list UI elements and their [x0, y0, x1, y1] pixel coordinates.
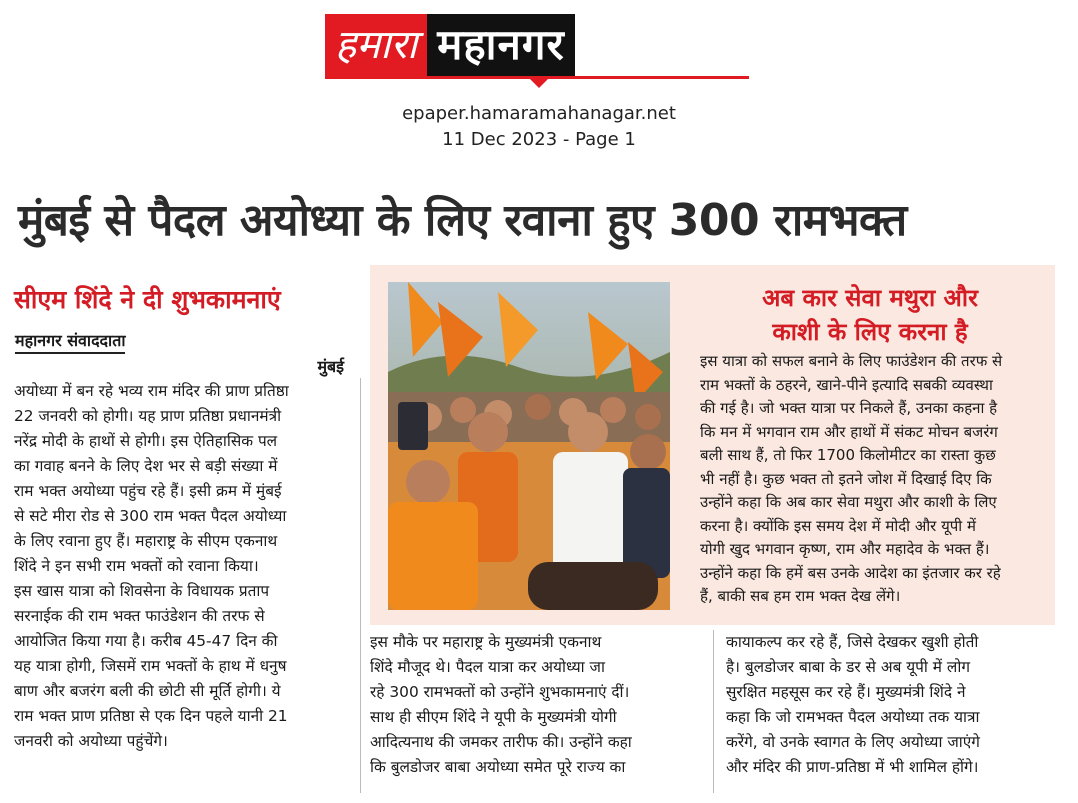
text-line: राम भक्त अयोध्या पहुंच रहे हैं। इसी क्रम में मुंबई: [14, 482, 282, 500]
text-line: का गवाह बनने के लिए देश भर से बड़ी संख्या में: [14, 457, 278, 475]
text-line: 22 जनवरी को होगी। यह प्राण प्रतिष्ठा प्रधानमंत्री: [14, 407, 282, 425]
news-photo: [388, 282, 670, 610]
masthead-part2: महानगर: [427, 14, 574, 76]
text-line: है। बुलडोजर बाबा के डर से अब यूपी में लोग: [726, 658, 970, 676]
sidebar-heading-line: काशी के लिए करना है: [772, 318, 968, 346]
text-line: की गई है। जो भक्त यात्रा पर निकले हैं, उनका कहना है: [700, 399, 998, 417]
article-subheadline: सीएम शिंदे ने दी शुभकामनाएं: [14, 285, 281, 314]
text-line: शिंदे मौजूद थे। पैदल यात्रा कर अयोध्या जा: [370, 658, 605, 676]
text-line: और मंदिर की प्राण-प्रतिष्ठा में भी शामिल होंगे।: [726, 758, 979, 776]
masthead-part1: हमारा: [325, 14, 427, 76]
text-line: यह यात्रा होगी, जिसमें राम भक्तों के हाथ में धनुष: [14, 657, 287, 675]
article-column-1: [14, 379, 351, 754]
text-line: कि बुलडोजर बाबा अयोध्या समेत पूरे राज्य का: [370, 758, 626, 776]
text-line: साथ ही सीएम शिंदे ने यूपी के मुख्यमंत्री योगी: [370, 708, 617, 726]
text-line: उन्होंने कहा कि अब कार सेवा मथुरा और काशी के लिए: [700, 493, 997, 511]
text-line: रहे 300 रामभक्तों को उन्होंने शुभकामनाएं दीं।: [370, 683, 630, 701]
text-line: राम भक्त प्राण प्रतिष्ठा से एक दिन पहले यानी 21: [14, 707, 288, 725]
text-line: कि मन में भगवान राम और हाथों में संकट मोचन बजरंग: [700, 422, 998, 441]
text-line: करना है। क्योंकि इस समय देश में मोदी और यूपी में: [700, 516, 976, 535]
sidebar-text: [700, 350, 1048, 609]
text-line: कहा कि जो रामभक्त पैदल अयोध्या तक यात्रा: [726, 708, 980, 726]
article-column-2: [370, 630, 698, 780]
text-line: राम भक्तों के ठहरने, खाने-पीने इत्यादि सबकी व्यवस्था: [700, 375, 993, 394]
text-line: भी नहीं है। कुछ भक्त तो इतने जोश में दिखाई दिए कि: [700, 469, 992, 488]
column-divider: [360, 378, 361, 793]
article-byline: महानगर संवाददाता: [15, 329, 125, 354]
text-line: सुरक्षित महसूस कर रहे हैं। मुख्यमंत्री शिंदे ने: [726, 683, 966, 701]
text-line: हैं, बाकी सब हम राम भक्त देख लेंगे।: [700, 587, 901, 605]
text-line: अयोध्या में बन रहे भव्य राम मंदिर की प्राण प्रतिष्ठा: [14, 382, 289, 400]
text-line: नरेंद्र मोदी के हाथों से होगी। इस ऐतिहासिक पल: [14, 432, 278, 450]
article-column-3: [726, 630, 1058, 780]
text-line: इस मौके पर महाराष्ट्र के मुख्यमंत्री एकनाथ: [370, 633, 602, 651]
text-line: के लिए रवाना हुए हैं। महाराष्ट्र के सीएम एकनाथ: [14, 532, 278, 550]
article-dateline: मुंबई: [317, 357, 344, 376]
text-line: आयोजित किया गया है। करीब 45-47 दिन की: [14, 632, 278, 650]
text-line: जनवरी को अयोध्या पहुंचेंगे।: [14, 732, 168, 750]
text-line: योगी खुद भगवान कृष्ण, राम और महादेव के भक्त हैं।: [700, 540, 990, 558]
sidebar-heading-line: अब कार सेवा मथुरा और: [762, 284, 978, 312]
sidebar-heading: [695, 281, 1045, 349]
article-headline: मुंबई से पैदल अयोध्या के लिए रवाना हुए 300 रामभक्त: [18, 195, 907, 246]
text-line: उन्होंने कहा कि हमें बस उनके आदेश का इंतजार कर रहे: [700, 563, 1001, 582]
text-line: बाण और बजरंग बली की छोटी सी मूर्ति होगी। ये: [14, 682, 281, 700]
masthead-pointer-icon: [530, 79, 548, 88]
text-line: आदित्यनाथ की जमकर तारीफ की। उन्होंने कहा: [370, 733, 632, 751]
photo-illustration: [388, 282, 670, 610]
source-date: 11 Dec 2023 - Page 1: [442, 129, 636, 150]
text-line: इस खास यात्रा को शिवसेना के विधायक प्रताप: [14, 582, 270, 600]
text-line: कायाकल्प कर रहे हैं, जिसे देखकर खुशी होती: [726, 633, 979, 651]
column-divider: [713, 630, 714, 793]
text-line: करेंगे, वो उनके स्वागत के लिए अयोध्या जाएंगे: [726, 733, 980, 751]
masthead-logo: [325, 14, 575, 76]
text-line: शिंदे ने इन सभी राम भक्तों को रवाना किया।: [14, 557, 259, 575]
source-url: epaper.hamaramahanagar.net: [402, 103, 676, 124]
text-line: से सटे मीरा रोड से 300 राम भक्त पैदल अयोध्या: [14, 507, 287, 525]
text-line: बली साथ हैं, तो फिर 1700 किलोमीटर का रास्ता कुछ: [700, 446, 996, 464]
text-line: इस यात्रा को सफल बनाने के लिए फाउंडेशन की तरफ से: [700, 352, 1003, 370]
text-line: सरनाईक की राम भक्त फाउंडेशन की तरफ से: [14, 607, 265, 625]
